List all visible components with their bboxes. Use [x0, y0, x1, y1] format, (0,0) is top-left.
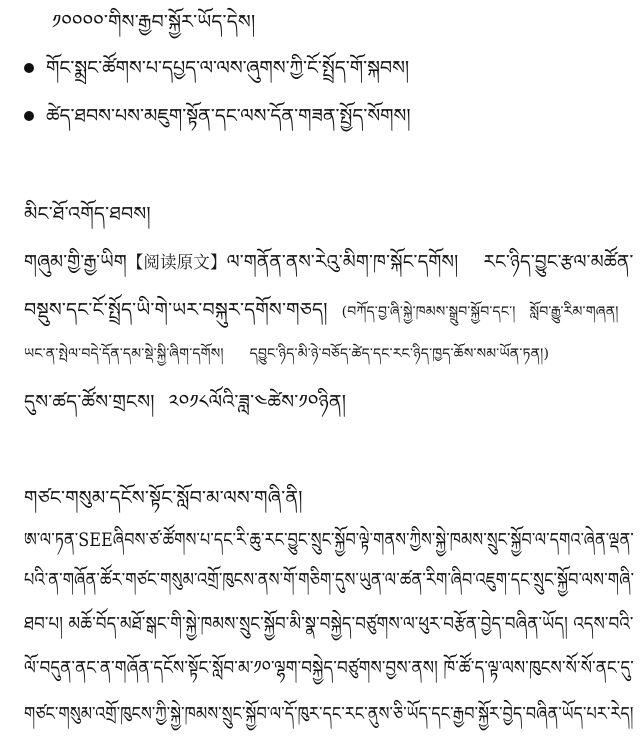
bullet-item-2	[24, 102, 411, 130]
section-heading: གཙང་གསུམ་དངོས་སྟོང་སློབ་མ་ལས་གཞི་ནི།	[24, 487, 303, 509]
registration-note: ཡང་ན་སྤེལ་བདེ་དོན་དམ་སྡེ་སྐྱི་ཞིག་དགོས།	[24, 346, 224, 362]
read-original-link[interactable]: 【阅读原文】	[126, 253, 227, 273]
registration-heading: མིང་ཐོ་འགོད་ཐབས།	[24, 203, 151, 225]
bullet-item-1	[24, 54, 409, 82]
paragraph-line: གཙང་གསུམ་འགྲོ་ཁུངས་ཀྱི་སྐྱེ་ཁམས་སྲུང་སྐྱོབ་ལ་དོ་ཁུར་དང་རང་ནུས་ཅི་ཡོད་དང་རྒྱབ་སྐྱོར་བྱེད་བཞིན་ཡོད་པར་རེད།	[24, 703, 634, 725]
registration-line-1	[24, 248, 634, 277]
paragraph-line: པའི་ན་གཞོན་ཚོར་གཙང་གསུམ་འགྲོ་ཁུངས་ནས་གོ་གཅིག་དུས་ཡུན་ལ་ཚན་རིག་ཞིབ་འཇུག་དང་སྲུང་སྐྱོབ་ལས་གཞི་	[24, 569, 635, 591]
registration-line-2	[24, 296, 619, 326]
bullet-text: ཚེད་ཐབས་པས་མཇུག་སྟོན་དང་ལས་དོན་གཟན་སྤྱོད་སོགས།	[46, 105, 411, 127]
registration-text: གཞུམ་གྱི་རྒྱ་ཡིག	[24, 251, 127, 273]
registration-text: བསྡུས་དང་ངོ་སྤྲོད་ཡི་གེ་ཡར་བསྐུར་དགོས་གཅད།	[24, 299, 328, 321]
paragraph-line: ཐབ་པ། མཆོ་བོད་མཐོ་སྒང་གི་སྐྱེ་ཁམས་སྲུང་སྐྱོབ་མི་སྣ་བསྐྱེད་བཙུགས་ལ་ཕུར་བརྩོན་བྱེད་བཞིན་ཡོད། འདས་བའི་	[24, 613, 634, 635]
paragraph-line: ཨ་ལ་ཏན་SEEཞིབས་ཙ་ཚོགས་པ་དང་རི་ཆུ་རང་བྱུང་སྲུང་སྐྱོབ་ལྟེ་གནས་ཀྱིས་སྐྱེ་ཁམས་སྲུང་སྐྱོབ་ལ་དགའ་ཞེན་ལྡན་	[24, 529, 634, 551]
registration-note: (བཀོད་བྱ་ཞི་སྐྱེ་ཁམས་སྒྲུབ་སྐྱོབ་དང་།	[341, 304, 516, 320]
registration-line-3	[24, 340, 549, 368]
deadline-line	[24, 388, 346, 416]
bullet-dot-icon	[24, 111, 34, 121]
deadline-label: དུས་ཚད་ཚོས་གྲངས།	[24, 391, 155, 413]
deadline-value: ༢༠༡༨ལོའི་ཟླ་༤ཚེས་༡༠ཉིན།	[168, 391, 347, 413]
registration-text: ལ་གནོན་ནས་རེའུ་མིག་ཁ་སྐོང་དགོས།	[226, 251, 459, 273]
supporter-count-line: ༡༠༠༠༠་གིས་རྒྱབ་སྐྱོར་ཡོད་དེས།	[52, 11, 256, 33]
registration-note: སློབ་རྒྱུ་རིམ་གཞན།	[529, 304, 619, 320]
bullet-text: གོང་སྨྲང་ཚོགས་པ་དཔྱད་ལ་ལས་ཞུགས་ཀྱི་ངོ་སྤྲོད་གོ་སྐབས།	[46, 57, 410, 79]
paragraph-line: ལོ་བདུན་ནང་ན་གཞོན་དངོས་སྟོང་སློབ་མ་༡༠་ལྷག་བསྐྱེད་བཙུགས་བྱས་ནས། ཁོ་ཚོ་ད་ལྟ་ལས་ཁུངས་སོ་སོ་ནང་དུ་	[24, 657, 634, 679]
registration-text: རང་ཉིད་བྱུང་རྩལ་མཚོན་	[483, 251, 634, 273]
bullet-dot-icon	[24, 63, 34, 73]
registration-note: དབྱུང་ཉིད་མི་ཉེ་བཅོད་ཚེད་དང་རང་ཉིད་ཁྱད་ཆོས་སམ་ཡོན་ཏན།)	[249, 346, 550, 362]
